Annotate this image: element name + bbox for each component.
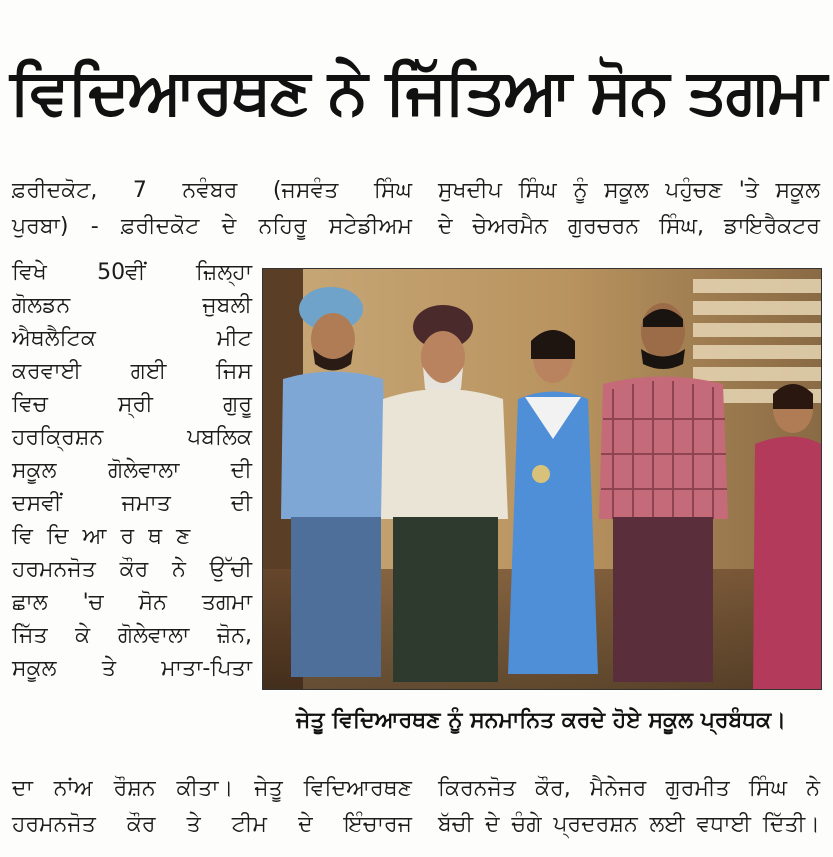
article-line: ਬੱਚੀ ਦੇ ਚੰਗੇ ਪ੍ਰਦਰਸ਼ਨ ਲਈ ਵਧਾਈ ਦਿੱਤੀ। (438, 812, 820, 837)
article-line: ਜਿੱਤ ਕੇ ਗੋਲੇਵਾਲਾ ਜ਼ੋਨ, (12, 623, 252, 648)
article-line: ਸਕੂਲ ਗੋਲੇਵਾਲਾ ਦੀ (12, 458, 252, 483)
article-line: ਪੁਰਬਾ) - ਫ਼ਰੀਦਕੋਟ ਦੇ ਨਹਿਰੂ ਸਟੇਡੀਅਮ (12, 214, 412, 239)
article-line: ਸਕੂਲ ਤੇ ਮਾਤਾ-ਪਿਤਾ (12, 656, 252, 681)
article-line: ਦਾ ਨਾਂਅ ਰੌਸ਼ਨ ਕੀਤਾ। ਜੇਤੂ ਵਿਦਿਆਰਥਣ (12, 776, 412, 801)
article-line: ਵਿਦਿਆਰਥਣ (12, 524, 205, 549)
article-line: ਹਰਮਨਜੋਤ ਕੌਰ ਨੇ ਉੱਚੀ (12, 557, 252, 582)
article-line: ਫ਼ਰੀਦਕੋਟ, 7 ਨਵੰਬਰ (ਜਸਵੰਤ ਸਿੰਘ (12, 178, 412, 203)
photo-caption: ਜੇਤੂ ਵਿਦਿਆਰਥਣ ਨੂੰ ਸਨਮਾਨਿਤ ਕਰਦੇ ਹੋਏ ਸਕੂਲ ਪ੍ਰਬੰਧਕ। (296, 708, 786, 733)
article-line: ਸੁਖਦੀਪ ਸਿੰਘ ਨੂੰ ਸਕੂਲ ਪਹੁੰਚਣ 'ਤੇ ਸਕੂਲ (438, 178, 820, 203)
headline: ਵਿਦਿਆਰਥਣ ਨੇ ਜਿੱਤਿਆ ਸੋਨ ਤਗਮਾ (10, 55, 825, 128)
article-line: ਵਿਚ ਸ੍ਰੀ ਗੁਰੂ (12, 392, 252, 417)
article-line: ਹਰਕ੍ਰਿਸ਼ਨ ਪਬਲਿਕ (12, 425, 252, 450)
article-line: ਹਰਮਨਜੋਤ ਕੌਰ ਤੇ ਟੀਮ ਦੇ ਇੰਚਾਰਜ (12, 812, 412, 837)
article-line: ਦੇ ਚੇਅਰਮੈਨ ਗੁਰਚਰਨ ਸਿੰਘ, ਡਾਇਰੈਕਟਰ (438, 214, 820, 239)
news-photo (262, 268, 822, 690)
article-line: ਕਿਰਨਜੋਤ ਕੌਰ, ਮੈਨੇਜਰ ਗੁਰਮੀਤ ਸਿੰਘ ਨੇ (438, 776, 820, 801)
article-line: ਕਰਵਾਈ ਗਈ ਜਿਸ (12, 359, 252, 384)
article-line: ਵਿਖੇ 50ਵੀਂ ਜ਼ਿਲ੍ਹਾ (12, 260, 252, 285)
photo-scene-image (263, 269, 821, 689)
article-line: ਦਸਵੀਂ ਜਮਾਤ ਦੀ (12, 491, 252, 516)
article-line: ਛਾਲ 'ਚ ਸੋਨ ਤਗਮਾ (12, 590, 252, 615)
article-line: ਐਥਲੈਟਿਕ ਮੀਟ (12, 326, 252, 351)
article-line: ਗੋਲਡਨ ਜੁਬਲੀ (12, 293, 252, 318)
